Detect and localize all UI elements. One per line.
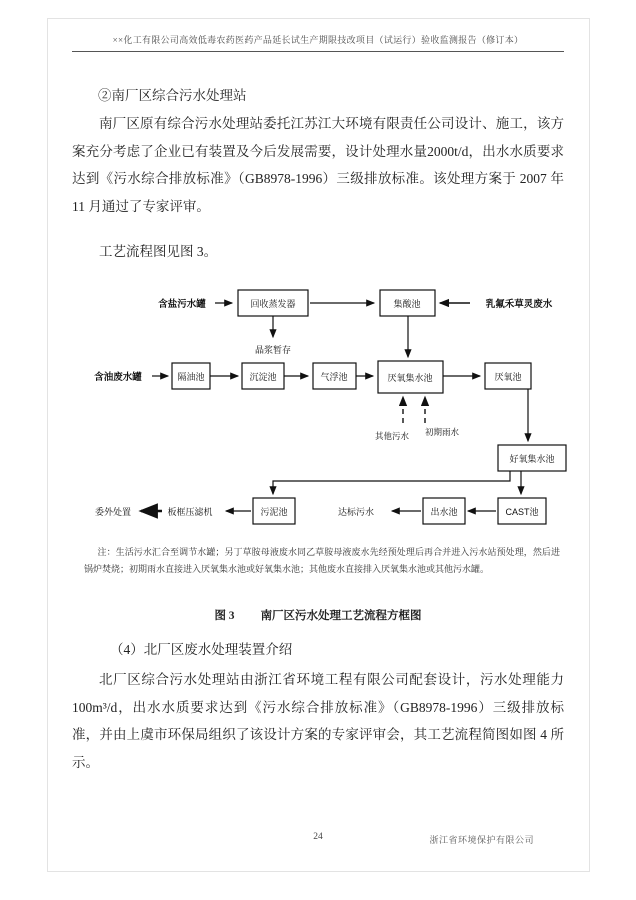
aerobic-collect-box-label: 好氧集水池 [509, 454, 555, 464]
anaerobic-box-label: 厌氧池 [494, 372, 522, 382]
grease-trap-box-label: 隔油池 [177, 372, 205, 382]
flow-diagram-reference: 工艺流程图见图 3。 [99, 244, 218, 259]
figure-caption-number: 图 3 [214, 610, 235, 622]
acid-collection-box-label: 集酸池 [393, 299, 421, 309]
salt-wastewater-label: 含盐污水罐 [158, 299, 206, 310]
anaerobic-collect-box-label: 厌氧集水池 [387, 373, 433, 383]
oil-wastewater-label: 含油废水罐 [94, 372, 142, 383]
document-header: ××化工有限公司高效低毒农药医药产品延长试生产期限技改项目（试运行）验收监测报告（修订本） [72, 33, 564, 52]
diagram-footnote: 注：生活污水汇合至调节水罐；另丁草胺母液废水同乙草胺母液废水先经预处理后再合并进入污水站预处理，然后进锅炉焚烧；初期雨水直接进入厌氧集水池或好氧集水池；其他废水直接排入厌氧集水池或其他污水罐。 [84, 547, 560, 574]
section-heading-north-plant: （4）北厂区废水处理装置介绍 [110, 642, 293, 657]
paragraph-south-plant: 南厂区原有综合污水处理站委托江苏江大环境有限责任公司设计、施工，该方案充分考虑了企业已有装置及今后发展需要，设计处理水量2000t/d，出水水质要求达到《污水综合排放标准》（GB8978-1996）三级排放标准。该处理方案于 2007 年 11 月通过了专家评审。 [72, 116, 564, 214]
initial-rain-label: 初期雨水 [424, 427, 460, 437]
paragraph-north-plant: 北厂区综合污水处理站由浙江省环境工程有限公司配套设计，污水处理能力 100m³/d，出水水质要求达到《污水综合排放标准》（GB8978-1996）三级排放标准，并由上虞市环保局组织了该设计方案的专家评审会，其工艺流程简图如图 4 所示。 [72, 672, 564, 770]
external-disposal-label: 委外处置 [94, 507, 132, 517]
crystal-storage-label: 晶浆暂存 [254, 345, 292, 355]
discharge-label: 达标污水 [337, 507, 375, 517]
flow-diagram-svg [78, 283, 578, 541]
air-flotation-box-label: 气浮池 [320, 372, 348, 382]
figure-caption [72, 607, 564, 623]
outlet-box-label: 出水池 [430, 507, 458, 517]
footer-organization: 浙江省环境保护有限公司 [429, 835, 534, 845]
figure-caption-title: 南厂区污水处理工艺流程方框图 [260, 610, 422, 622]
filter-press-label: 板框压滤机 [167, 507, 213, 517]
page-number: 24 [313, 832, 323, 842]
herbicide-wastewater-label: 乳氟禾草灵废水 [485, 299, 553, 310]
other-wastewater-label: 其他污水 [374, 431, 410, 441]
line-sludge-to-sludge-pool [273, 471, 510, 494]
sludge-pool-box-label: 污泥池 [260, 507, 288, 517]
section-heading-south-plant: ②南厂区综合污水处理站 [98, 88, 247, 103]
cast-box-label: CAST池 [505, 507, 539, 517]
evaporator-box-label: 回收蒸发器 [250, 299, 296, 309]
process-flow-diagram [78, 283, 578, 546]
sedimentation-box-label: 沉淀池 [249, 372, 277, 382]
